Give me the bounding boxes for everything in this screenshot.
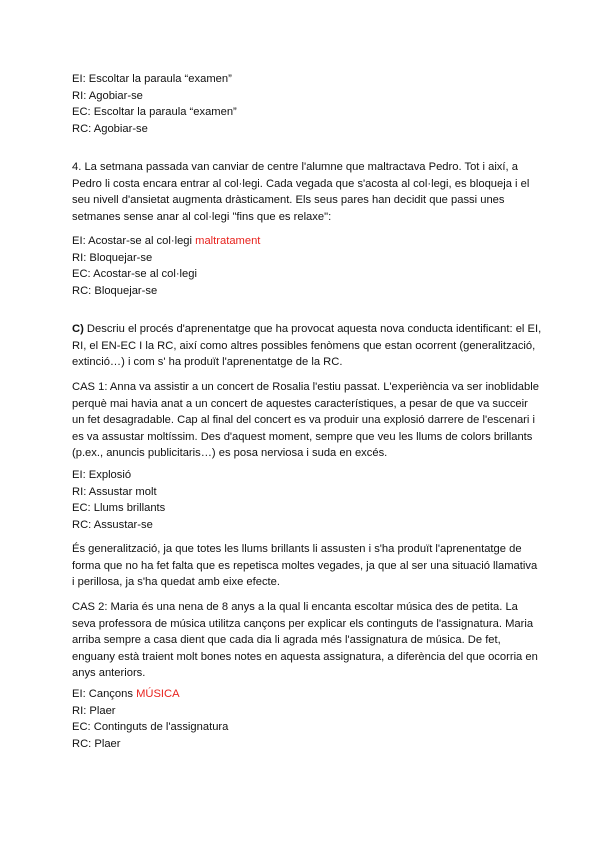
ri-line: RI: Plaer xyxy=(72,704,116,717)
ei-text: EI: Cançons xyxy=(72,688,133,700)
cas-1-explanation-text: És generalització, ja que totes les llums brillants li assusten i s'ha produït l'aprenentatge de forma que no ha fet falta que es repetisca moltes vegades, ja que al ser una situació llamativa i perillosa, ja s'ha quedat amb eixe efecte. xyxy=(72,543,538,589)
ei-line: EI: Explosió xyxy=(72,469,132,481)
section-c-text: Descriu el procés d'aprenentatge que ha provocat aquesta nova conducta identificant: el EI, RI, el EN-EC I la RC, així como altres possibles fenòmens que estan ocorrent (generalització, extinció…) i com s' ha produït l'aprenentatge de la RC. xyxy=(72,323,542,369)
stimulus-list-cas-2 xyxy=(72,686,542,752)
rc-line: RC: Assustar-se xyxy=(72,518,153,531)
ei-line xyxy=(72,233,542,250)
ri-line: RI: Agobiar-se xyxy=(72,89,143,102)
cas-1 xyxy=(72,379,542,462)
ri-line: RI: Bloquejar-se xyxy=(72,251,153,264)
section-c-paragraph xyxy=(72,321,542,371)
case-4 xyxy=(72,159,542,225)
section-c xyxy=(72,321,542,371)
ec-line: EC: Continguts de l'assignatura xyxy=(72,721,229,734)
ei-line: EI: Escoltar la paraula “examen” xyxy=(72,73,232,85)
cas-2 xyxy=(72,599,542,682)
ei-text: EI: Acostar-se al col·legi xyxy=(72,235,193,247)
cas-2-paragraph: CAS 2: Maria és una nena de 8 anys a la qual li encanta escoltar música des de petita. La seva professora de música utilitza cançons per explicar els continguts de l'assignatura. Maria arriba sempre a casa dient que cada dia li agrada més l'assignatura de música. De fet, enguany està traient molt bones notes en aquesta assignatura, a diferència del que ocorria en anys anteriors. xyxy=(72,601,538,680)
case-4-paragraph: 4. La setmana passada van canviar de centre l'alumne que maltractava Pedro. Tot i així, a Pedro li costa encara entrar al col·legi. Cada vegada que s'acosta al col·legi, es bloqueja i el seu nivell d'ansietat augmenta dràsticament. Els seus pares han decidit que passi unes setmanes sense anar al col·legi "fins que es relaxe": xyxy=(72,161,530,223)
stimulus-list-4 xyxy=(72,233,542,299)
ec-line: EC: Llums brillants xyxy=(72,502,166,515)
rc-line: RC: Bloquejar-se xyxy=(72,284,158,297)
ei-line xyxy=(72,686,542,703)
ei-annotation: maltratament xyxy=(195,235,261,247)
cas-1-paragraph: CAS 1: Anna va assistir a un concert de Rosalia l'estiu passat. L'experiència va ser inoblidable perquè mai havia anat a un concert de aquestes característiques, a pesar de que va succeir un fet desagradable. Cap al final del concert es va produir una explosió darrere de l'escenari i es va assustar moltíssim. Des d'aquest moment, sempre que veu les llums de colors brillants (p.ex., anuncis publicitaris…) es posa nerviosa i suda en excés. xyxy=(72,381,539,460)
rc-line: RC: Plaer xyxy=(72,737,121,750)
ri-line: RI: Assustar molt xyxy=(72,485,157,498)
stimulus-list-1 xyxy=(72,71,542,137)
section-c-label: C) xyxy=(72,323,84,335)
ec-line: EC: Acostar-se al col·legi xyxy=(72,268,197,281)
ec-line: EC: Escoltar la paraula “examen” xyxy=(72,106,237,119)
stimulus-list-cas-1 xyxy=(72,467,542,533)
ei-annotation: MÚSICA xyxy=(136,688,180,700)
rc-line: RC: Agobiar-se xyxy=(72,122,148,135)
cas-1-explanation xyxy=(72,541,542,591)
